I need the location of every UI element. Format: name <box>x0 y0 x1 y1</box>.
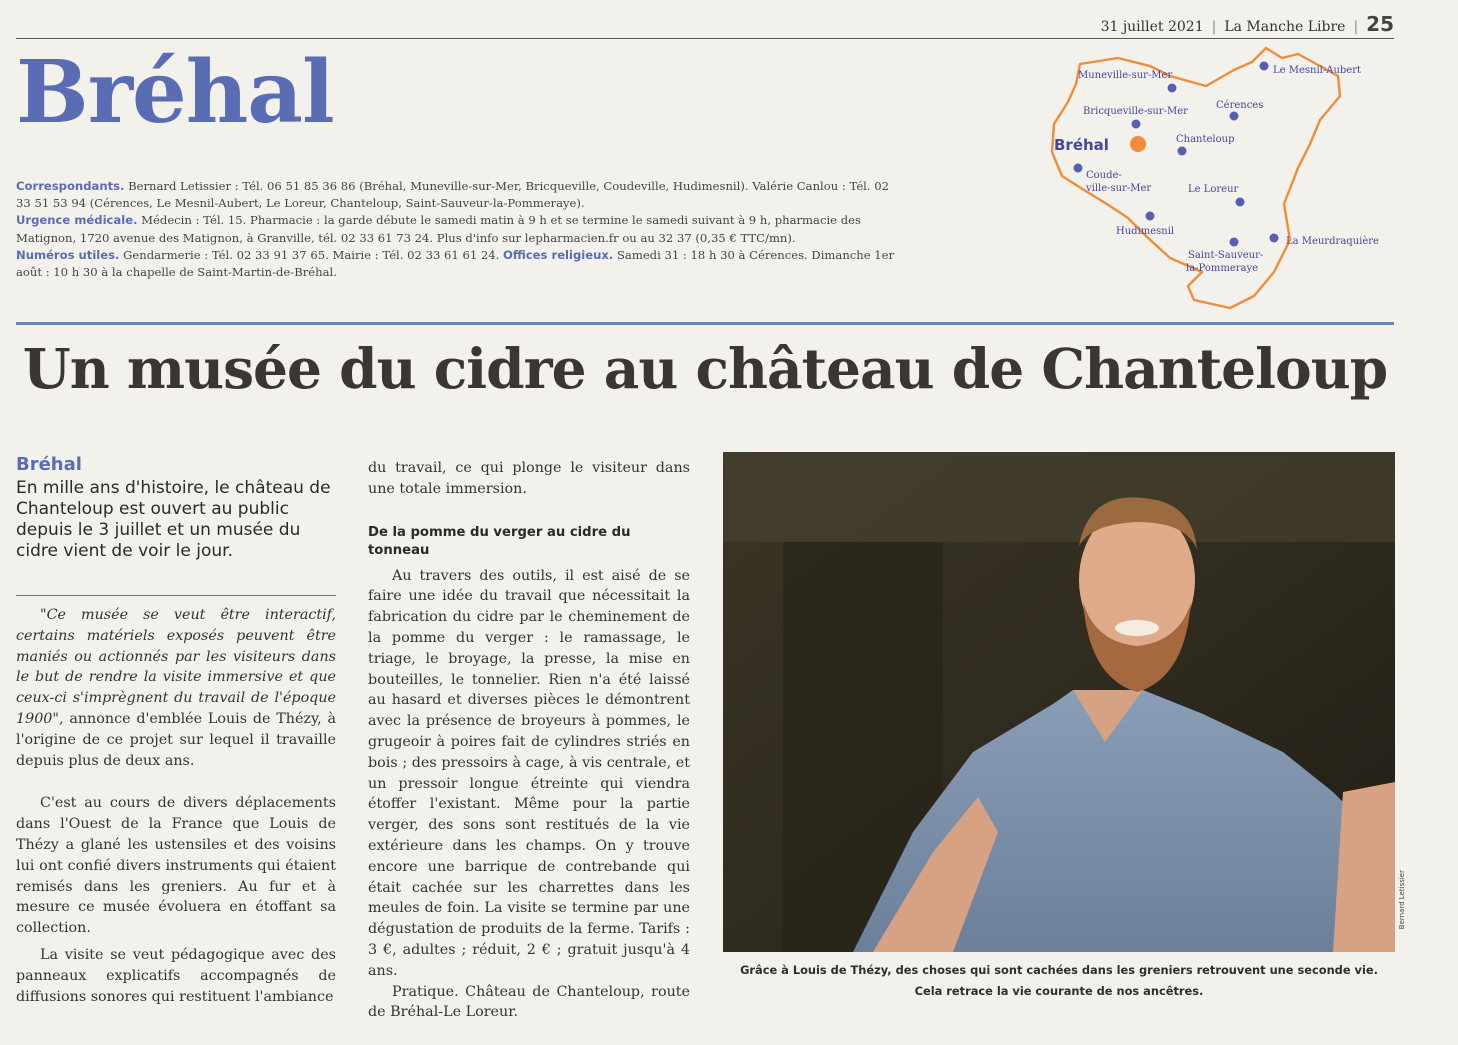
quote-text: "Ce musée se veut être interactif, certains matériels exposés peuvent être maniés ou actionnés par les visiteurs dans le but de rendre la visite immersive et que ceux-ci s'imprègnent du travail de l'époque 1900", <box>16 607 336 727</box>
section-divider <box>16 322 1394 325</box>
map-dots <box>1074 62 1279 247</box>
caption-line-2: Cela retrace la vie courante de nos ancêtres. <box>914 984 1204 998</box>
map-dot-muneville <box>1168 84 1177 93</box>
correspondants-text: Bernard Letissier : Tél. 06 51 85 36 86 (Bréhal, Muneville-sur-Mer, Bricqueville, Coudeville, Hudimesnil). Valérie Canlou : Tél. 02 33 51 53 94 (Cérences, Le Mesnil-Aubert, Le Loreur, Chanteloup, Saint-Sauveur-la-Pommeraye). <box>16 179 890 211</box>
town-title: Bréhal <box>16 42 334 143</box>
map-label-hudimesnil: Hudimesnil <box>1116 226 1175 237</box>
page-number: 25 <box>1366 12 1394 36</box>
map-label-bricqueville: Bricqueville-sur-Mer <box>1083 106 1188 117</box>
map-dot-cerences <box>1230 112 1239 121</box>
article-column-2 <box>368 458 690 1023</box>
article-column-1 <box>16 605 336 1007</box>
map-dot-saintsauveur <box>1230 238 1239 247</box>
article-subhead: De la pomme du verger au cidre du tonneau <box>368 524 631 558</box>
offices-label: Offices religieux. <box>503 247 614 262</box>
quote-attribution: annonce d'emblée Louis de Thézy, à l'origine de ce projet sur lequel il travaille depuis plus de deux ans. <box>16 710 337 769</box>
photo-credit: Bernard Letissier <box>1398 870 1406 930</box>
map-dot-brehal <box>1130 136 1146 152</box>
urgence-label: Urgence médicale. <box>16 213 138 228</box>
map-label-mesnil: Le Mesnil-Aubert <box>1273 65 1362 76</box>
article-paragraph: Pratique. Château de Chanteloup, route de Bréhal-Le Loreur. <box>368 983 690 1021</box>
offices-text: Samedi 31 : 18 h 30 à Cérences. Dimanche 1er août : 10 h 30 à la chapelle de Saint-Martin-de-Bréhal. <box>16 247 895 280</box>
map-label-chanteloup: Chanteloup <box>1176 134 1235 145</box>
article-lede: En mille ans d'histoire, le château de Chanteloup est ouvert au public depuis le 3 juillet et un musée du cidre vient de voir le jour. <box>16 478 331 561</box>
article-paragraph: du travail, ce qui plonge le visiteur dans une totale immersion. <box>368 460 690 497</box>
article-paragraph: C'est au cours de divers déplacements dans l'Ouest de la France que Louis de Thézy a glané les ustensiles et des voisins lui ont confié divers instruments qui étaient remisés dans les greniers. Au fur et à mesure ce musée évoluera en étoffant sa collection. <box>16 795 336 937</box>
page-header: 31 juillet 2021 | La Manche Libre | 25 <box>1100 12 1394 36</box>
numeros-text: Gendarmerie : Tél. 02 33 91 37 65. Mairie : Tél. 02 33 61 61 24. <box>123 247 500 262</box>
map-label-saintsauveur-1: Saint-Sauveur- <box>1188 250 1264 261</box>
numeros-label: Numéros utiles. <box>16 247 120 262</box>
map-label-coudeville-2: ville-sur-Mer <box>1086 183 1152 194</box>
issue-date: 31 juillet 2021 <box>1100 19 1204 35</box>
map-dot-mesnil <box>1260 62 1269 71</box>
info-box <box>16 178 896 281</box>
urgence-text: Médecin : Tél. 15. Pharmacie : la garde débute le samedi matin à 9 h et se termine le samedi suivant à 9 h, pharmacie des Matignon, 1720 avenue des Matignon, à Granville, tél. 02 33 61 73 24. Plus d'info sur lepharmacien.fr ou au 32 37 (0,35 € TTC/mn). <box>16 213 861 245</box>
lede-divider <box>16 595 336 596</box>
locator-map <box>1038 44 1398 320</box>
map-dot-meurdraquiere <box>1270 234 1279 243</box>
map-label-brehal: Bréhal <box>1054 136 1109 154</box>
article-paragraph: La visite se veut pédagogique avec des panneaux explicatifs accompagnés de diffusions sonores qui restituent l'ambiance <box>16 946 336 1005</box>
map-dot-hudimesnil <box>1146 212 1155 221</box>
article-photo <box>723 452 1395 952</box>
photo-caption <box>723 960 1395 1002</box>
newspaper-name: La Manche Libre <box>1224 19 1346 35</box>
map-label-muneville: Muneville-sur-Mer <box>1078 70 1173 81</box>
map-label-meurdraquiere: La Meurdraquière <box>1286 236 1379 247</box>
article-kicker: Bréhal <box>16 454 82 475</box>
map-dot-coudeville <box>1074 164 1083 173</box>
map-label-coudeville-1: Coude- <box>1086 170 1122 181</box>
map-label-cerences: Cérences <box>1216 100 1264 111</box>
map-label-saintsauveur-2: la-Pommeraye <box>1186 263 1259 274</box>
map-dot-bricqueville <box>1132 120 1141 129</box>
correspondants-label: Correspondants. <box>16 179 125 193</box>
caption-line-1: Grâce à Louis de Thézy, des choses qui sont cachées dans les greniers retrouvent une seconde vie. <box>740 963 1378 977</box>
header-divider <box>16 38 1394 39</box>
article-paragraph: Au travers des outils, il est aisé de se faire une idée du travail que nécessitait la fabrication du cidre par le cheminement de la pomme du verger : le ramassage, le triage, le broyage, la presse, la mise en bouteilles, le tonnelier. Rien n'a été laissé au hasard et diverses pièces le démontrent avec la présence de broyeurs à pommes, le grugeoir à poires fait de cylindres striés en bois ; des pressoirs à cage, à vis centrale, et un pressoir longue étreinte qui viendra étoffer l'existant. Même pour la partie verger, des sons sont restitués de la vie extérieure dans les champs. On y trouve encore une barrique de contrebande qui était cachée sur les charrettes dans les meules de foin. La visite se termine par une dégustation de produits de la ferme. Tarifs : 3 €, adultes ; réduit, 2 € ; gratuit jusqu'à 4 ans. <box>368 567 690 979</box>
map-dot-chanteloup <box>1178 147 1187 156</box>
map-dot-loreur <box>1236 198 1245 207</box>
article-headline: Un musée du cidre au château de Chanteloup <box>22 336 1388 401</box>
map-label-loreur: Le Loreur <box>1188 184 1239 195</box>
article-paragraph <box>16 605 336 771</box>
